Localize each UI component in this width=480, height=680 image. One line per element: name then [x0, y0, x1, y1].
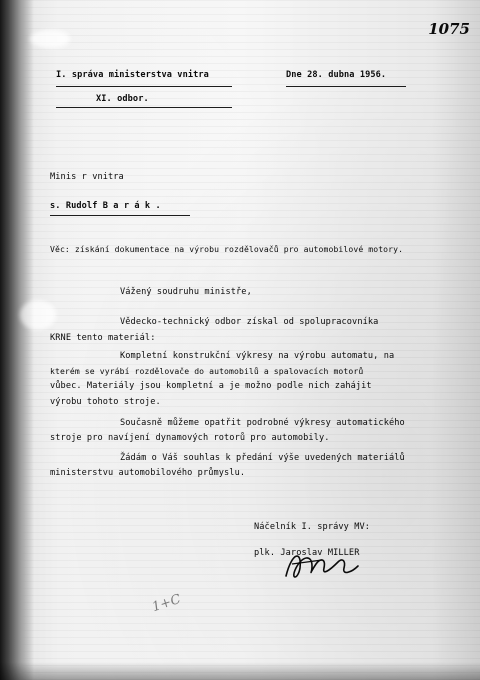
para1-line-1: Kompletní konstrukční výkresy na výrobu automatu, na	[120, 351, 395, 361]
sender-line-2: XI. odbor.	[96, 94, 149, 104]
signature-title: Náčelník I. správy MV:	[254, 522, 371, 532]
scan-blemish	[30, 30, 70, 48]
signature-name: plk. Jaroslav MILLER	[254, 548, 360, 558]
addressee-line-1: Minis r vnitra	[50, 172, 124, 182]
folio-number: 1075	[428, 20, 470, 38]
scan-left-edge	[0, 0, 34, 680]
para1-line-2: kterém se vyrábí rozdělovače do automobilů a spalovacích motorů	[50, 366, 364, 376]
addressee-underline	[50, 215, 190, 216]
para2-line-1: Současně můžeme opatřit podrobné výkresy automatického	[120, 418, 405, 428]
body-intro-line-1: Vědecko-technický odbor získal od spolupracovníka	[120, 317, 379, 327]
para1-line-3: vůbec. Materiály jsou kompletní a je možno podle nich zahájit	[50, 381, 372, 391]
para2-line-2: stroje pro navíjení dynamových rotorů pro automobily.	[50, 433, 330, 443]
sender-underline-2	[56, 107, 232, 108]
para3-line-1: Žádám o Váš souhlas k předání výše uvedených materiálů	[120, 453, 405, 463]
para3-line-2: ministerstvu automobilového průmyslu.	[50, 468, 246, 478]
scan-blemish	[20, 300, 56, 330]
subject-line: Věc: získání dokumentace na výrobu rozdělovačů pro automobilové motory.	[50, 244, 404, 254]
handwritten-signature	[282, 546, 362, 586]
date-underline	[286, 86, 406, 87]
addressee-line-2: s. Rudolf B a r á k .	[50, 201, 161, 211]
body-intro-line-2: KRNE tento materiál:	[50, 333, 156, 343]
salutation: Vážený soudruhu ministře,	[120, 287, 252, 297]
sender-line-1: I. správa ministerstva vnitra	[56, 70, 209, 80]
scan-bottom-shadow	[0, 662, 480, 680]
pencil-margin-note: 1+C	[150, 591, 183, 616]
document-date: Dne 28. dubna 1956.	[286, 70, 387, 80]
sender-underline-1	[56, 86, 232, 87]
para1-line-4: výrobu tohoto stroje.	[50, 397, 161, 407]
